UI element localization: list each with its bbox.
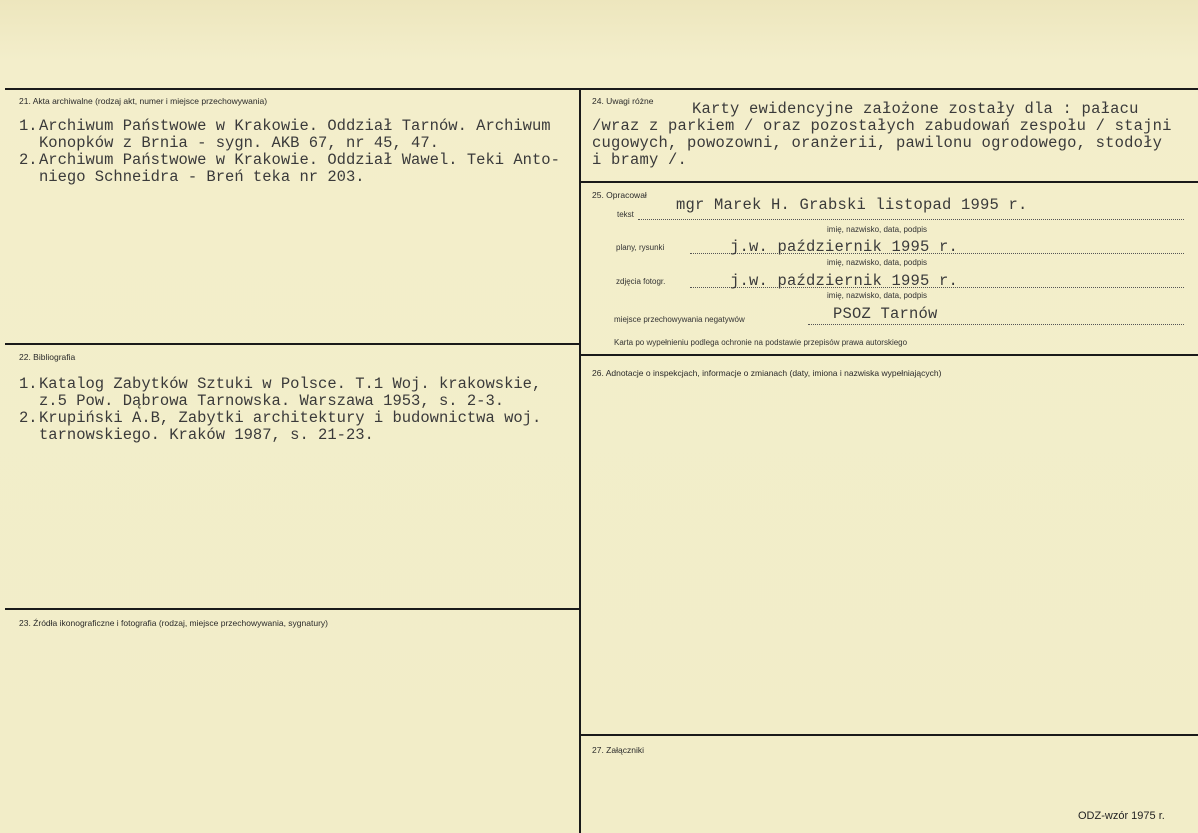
section-23-label: 23. Źródła ikonograficzne i fotografia (rodzaj, miejsce przechowywania, sygnatury) <box>19 618 328 628</box>
tekst-value: mgr Marek H. Grabski listopad 1995 r. <box>676 196 1028 214</box>
zdjecia-value: j.w. październik 1995 r. <box>730 272 959 290</box>
section-27-label: 27. Załączniki <box>592 745 644 755</box>
plany-value: j.w. październik 1995 r. <box>730 238 959 256</box>
tekst-caption: imię, nazwisko, data, podpis <box>827 225 928 234</box>
section-22-label: 22. Bibliografia <box>19 352 76 362</box>
section-26-label: 26. Adnotacje o inspekcjach, informacje o zmianach (daty, imiona i nazwiska wypełniających) <box>592 368 942 378</box>
rule-22-23 <box>5 608 580 610</box>
section-22-list <box>19 376 541 444</box>
plany-label: plany, rysunki <box>616 243 665 252</box>
form-footer: ODZ-wzór 1975 r. <box>1078 810 1165 822</box>
list-item: 2. Krupiński A.B, Zabytki architektury i budownictwa woj. tarnowskiego. Kraków 1987, s. 21-23. <box>19 409 542 444</box>
zdjecia-caption: imię, nazwisko, data, podpis <box>827 291 928 300</box>
section-24-text-first-line: Karty ewidencyjne założone zostały dla : pałacu <box>692 100 1139 118</box>
plany-caption: imię, nazwisko, data, podpis <box>827 258 928 267</box>
list-item: 1. Katalog Zabytków Sztuki w Polsce. T.1 Woj. krakowskie, z.5 Pow. Dąbrowa Tarnowska. Warszawa 1953, s. 2-3. <box>19 375 542 410</box>
list-item: 1. Archiwum Państwowe w Krakowie. Oddział Tarnów. Archiwum Konopków z Brnia - sygn. AKB 67, nr 45, 47. <box>19 117 551 152</box>
tekst-line <box>638 219 1184 220</box>
list-item: 2. Archiwum Państwowe w Krakowie. Oddział Wawel. Teki Anto- niego Schneidra - Breń teka nr 203. <box>19 151 560 186</box>
section-25-label: 25. Opracował <box>592 190 647 200</box>
negatywy-value: PSOZ Tarnów <box>833 305 938 323</box>
rule-24-25 <box>581 181 1198 183</box>
negatywy-line <box>808 324 1184 325</box>
tekst-label: tekst <box>617 210 634 219</box>
section-24-label: 24. Uwagi różne <box>592 96 654 106</box>
section-24-text: /wraz z parkiem / oraz pozostałych zabudowań zespołu / stajni cugowych, powozowni, oranżerii, pawilonu ogrodowego, stodoły i bramy /. <box>592 117 1172 169</box>
rule-21-22 <box>5 343 580 345</box>
copyright-note: Karta po wypełnieniu podlega ochronie na podstawie przepisów prawa autorskiego <box>614 338 908 347</box>
center-rule <box>579 89 581 833</box>
zdjecia-label: zdjęcia fotogr. <box>616 277 666 286</box>
negatywy-label: miejsce przechowywania negatywów <box>614 315 745 324</box>
rule-26-27 <box>581 734 1198 736</box>
section-21-list <box>19 118 560 186</box>
top-rule <box>5 88 1198 90</box>
rule-25-26 <box>581 354 1198 356</box>
section-21-label: 21. Akta archiwalne (rodzaj akt, numer i miejsce przechowywania) <box>19 96 268 106</box>
